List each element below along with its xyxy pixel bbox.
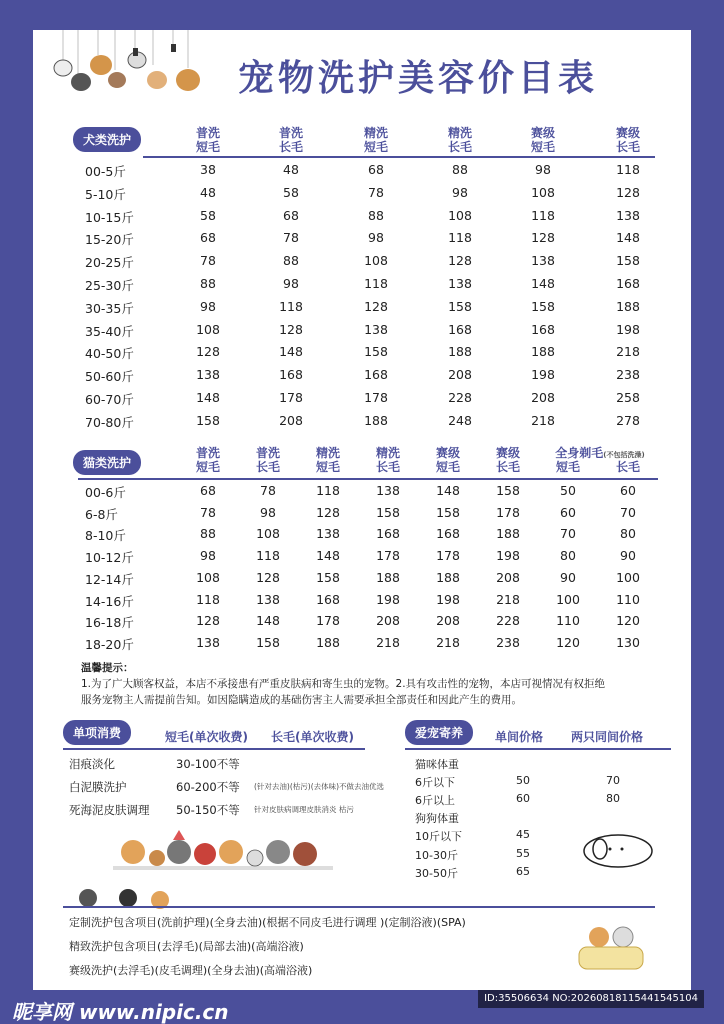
dog-price-cell: 208 xyxy=(531,390,555,405)
dog-price-cell: 58 xyxy=(283,184,299,200)
dog-price-cell: 218 xyxy=(616,344,640,360)
cat-weight-label: 18-20斤 xyxy=(85,636,134,652)
cat-price-cell: 158 xyxy=(256,634,280,650)
dog-price-cell: 118 xyxy=(531,207,555,223)
cat-price-cell: 168 xyxy=(316,591,340,607)
dog-col-header: 精洗 长毛 xyxy=(447,126,472,154)
small-dogs-illustration xyxy=(78,882,178,912)
single-col-short: 短毛(单次收费) xyxy=(165,730,248,744)
cat-price-cell: 218 xyxy=(376,634,400,650)
dog-weight-label: 25-30斤 xyxy=(85,278,134,293)
cat-price-cell: 100 xyxy=(556,591,580,607)
boarding-cat-double: 80 xyxy=(606,792,620,805)
dog-weight-label: 35-40斤 xyxy=(85,323,134,339)
cat-price-cell: 178 xyxy=(316,613,340,629)
single-item-name: 泪痕淡化 xyxy=(69,757,115,771)
boarding-rule xyxy=(405,748,671,750)
cat-col-header: 长毛 xyxy=(615,460,640,474)
dog-price-cell: 128 xyxy=(279,321,303,337)
boarding-col-double: 两只同间价格 xyxy=(571,730,644,744)
dog-price-cell: 128 xyxy=(448,253,472,269)
dog-price-cell: 188 xyxy=(364,412,388,428)
cat-shave-title: 全身剃毛(不包括洗澡) xyxy=(555,446,645,460)
dog-col-header: 普洗 短毛 xyxy=(195,126,220,154)
dog-price-cell: 198 xyxy=(616,321,640,337)
dog-weight-label: 40-50斤 xyxy=(85,346,134,362)
cat-price-cell: 198 xyxy=(376,591,400,607)
cat-price-cell: 60 xyxy=(560,504,576,520)
single-item-name: 白泥膜洗护 xyxy=(69,780,127,794)
cat-price-cell: 80 xyxy=(620,526,636,542)
cat-price-cell: 178 xyxy=(496,504,520,520)
dog-price-cell: 108 xyxy=(364,253,388,269)
hanging-dogs-illustration xyxy=(43,30,203,100)
notice-title: 温馨提示： xyxy=(81,662,134,674)
dog-price-cell: 88 xyxy=(368,207,384,223)
dog-weight-label: 50-60斤 xyxy=(85,369,134,385)
dog-price-cell: 188 xyxy=(616,298,640,314)
dog-price-cell: 78 xyxy=(200,253,216,269)
dog-price-cell: 178 xyxy=(364,390,388,405)
cat-price-cell: 148 xyxy=(436,483,460,498)
dog-price-cell: 98 xyxy=(200,298,216,314)
dog-price-cell: 148 xyxy=(531,276,555,291)
cat-price-cell: 178 xyxy=(436,548,460,564)
cat-price-cell: 110 xyxy=(556,613,580,629)
single-item-price: 50-150不等 xyxy=(176,803,240,817)
dog-price-cell: 188 xyxy=(531,344,555,360)
notice-line-1: 1.为了广大顾客权益，本店不承接患有严重皮肤病和寄生虫的宠物。2.具有攻击性的宠物，本店可视情况有权拒绝 xyxy=(81,678,606,690)
boarding-dog-single: 65 xyxy=(516,865,530,878)
cat-price-cell: 158 xyxy=(436,504,460,520)
cat-weight-label: 10-12斤 xyxy=(85,550,134,566)
cat-price-cell: 68 xyxy=(200,483,216,498)
dog-col-header: 赛级 长毛 xyxy=(615,126,640,154)
cat-price-cell: 158 xyxy=(316,569,340,585)
cat-price-cell: 238 xyxy=(496,634,520,650)
cat-weight-label: 16-18斤 xyxy=(85,615,134,631)
dog-price-cell: 218 xyxy=(531,412,555,428)
dog-weight-label: 60-70斤 xyxy=(85,392,134,407)
dog-col-header: 精洗 短毛 xyxy=(363,126,388,154)
dog-price-cell: 188 xyxy=(448,344,472,360)
cat-price-cell: 98 xyxy=(200,548,216,564)
cat-price-cell: 120 xyxy=(556,634,580,650)
cat-price-cell: 70 xyxy=(560,526,576,542)
dog-section-label: 犬类洗护 xyxy=(73,127,141,152)
cat-price-cell: 78 xyxy=(260,483,276,498)
single-item-price: 30-100不等 xyxy=(176,757,240,771)
watermark-left: 昵享网 www.nipic.cn xyxy=(12,1000,229,1024)
cat-col-header: 精洗 长毛 xyxy=(375,446,400,474)
cat-price-cell: 188 xyxy=(496,526,520,542)
cat-price-cell: 128 xyxy=(196,613,220,629)
cat-price-cell: 218 xyxy=(436,634,460,650)
cat-col-header: 短毛 xyxy=(555,460,580,474)
cat-price-cell: 208 xyxy=(376,613,400,629)
boarding-cat-single: 50 xyxy=(516,774,530,787)
cat-weight-label: 8-10斤 xyxy=(85,528,126,544)
cat-price-cell: 168 xyxy=(376,526,400,542)
dog-row-illustration xyxy=(113,830,333,875)
dog-price-cell: 128 xyxy=(364,298,388,314)
package-line: 精致洗护包含项目(去浮毛)(局部去油)(高端浴液) xyxy=(69,940,304,953)
cat-price-cell: 108 xyxy=(196,569,220,585)
dog-price-cell: 258 xyxy=(616,390,640,405)
boarding-col-single: 单间价格 xyxy=(495,730,544,744)
boarding-dog-title: 狗狗体重 xyxy=(415,812,459,825)
dog-price-cell: 98 xyxy=(535,162,551,177)
cat-price-cell: 80 xyxy=(560,548,576,564)
dog-price-cell: 108 xyxy=(196,321,220,337)
cat-price-cell: 168 xyxy=(436,526,460,542)
cat-price-cell: 90 xyxy=(560,569,576,585)
single-item-name: 死海泥皮肤调理 xyxy=(69,803,150,817)
boarding-dog-single: 45 xyxy=(516,828,530,841)
boarding-cat-title: 猫咪体重 xyxy=(415,758,459,771)
single-items-label: 单项消费 xyxy=(63,720,131,745)
dog-price-cell: 168 xyxy=(279,367,303,383)
cat-price-cell: 208 xyxy=(436,613,460,629)
cat-price-cell: 198 xyxy=(496,548,520,564)
cat-price-cell: 108 xyxy=(256,526,280,542)
dog-price-cell: 208 xyxy=(448,367,472,383)
cat-price-cell: 60 xyxy=(620,483,636,498)
cat-price-cell: 78 xyxy=(200,504,216,520)
cat-weight-label: 6-8斤 xyxy=(85,506,118,522)
cat-section-label: 猫类洗护 xyxy=(73,450,141,475)
dog-header-rule xyxy=(143,156,655,158)
cat-weight-label: 12-14斤 xyxy=(85,571,134,587)
dog-price-cell: 158 xyxy=(196,412,220,428)
cat-price-cell: 138 xyxy=(376,483,400,498)
packages-rule xyxy=(63,906,655,908)
cat-price-cell: 130 xyxy=(616,634,640,650)
cat-header-rule xyxy=(78,478,658,480)
page-title: 宠物洗护美容价目表 xyxy=(238,57,599,99)
dog-price-cell: 88 xyxy=(283,253,299,269)
dog-price-cell: 158 xyxy=(531,298,555,314)
dog-price-cell: 128 xyxy=(616,184,640,200)
cat-weight-label: 14-16斤 xyxy=(85,593,134,609)
cat-price-cell: 178 xyxy=(376,548,400,564)
single-item-note: 针对皮肤病调理皮肤消炎 枯污 xyxy=(254,805,354,814)
cat-col-header: 赛级 长毛 xyxy=(495,446,520,474)
dog-price-cell: 118 xyxy=(448,230,472,246)
dog-price-cell: 128 xyxy=(196,344,220,360)
cat-col-header: 普洗 短毛 xyxy=(195,446,220,474)
dog-price-cell: 278 xyxy=(616,412,640,428)
dog-price-cell: 38 xyxy=(200,162,216,177)
dog-price-cell: 118 xyxy=(616,162,640,177)
cat-col-header: 普洗 长毛 xyxy=(255,446,280,474)
dog-price-cell: 98 xyxy=(368,230,384,246)
dog-weight-label: 00-5斤 xyxy=(85,164,126,179)
dog-price-cell: 198 xyxy=(531,367,555,383)
dog-price-cell: 98 xyxy=(452,184,468,200)
cat-price-cell: 218 xyxy=(496,591,520,607)
cat-price-cell: 198 xyxy=(436,591,460,607)
price-sheet xyxy=(33,30,691,990)
cat-price-cell: 158 xyxy=(496,483,520,498)
single-col-long: 长毛(单次收费) xyxy=(271,730,354,744)
dog-weight-label: 30-35斤 xyxy=(85,300,134,316)
cat-price-cell: 128 xyxy=(316,504,340,520)
cat-price-cell: 110 xyxy=(616,591,640,607)
single-rule xyxy=(63,748,365,750)
dog-price-cell: 158 xyxy=(616,253,640,269)
cat-price-cell: 138 xyxy=(316,526,340,542)
dog-price-cell: 58 xyxy=(200,207,216,223)
cat-price-cell: 118 xyxy=(196,591,220,607)
boarding-dog-single: 55 xyxy=(516,846,530,860)
boarding-dog-weight: 10斤以下 xyxy=(415,830,462,843)
dog-weight-label: 10-15斤 xyxy=(85,209,134,225)
cat-price-cell: 70 xyxy=(620,504,636,520)
single-item-note: (针对去油)(枯污)(去体味)不做去油优选 xyxy=(254,782,385,791)
dog-price-cell: 168 xyxy=(364,367,388,383)
dog-price-cell: 78 xyxy=(368,184,384,200)
bath-dogs-illustration xyxy=(571,923,651,975)
cat-price-cell: 88 xyxy=(200,526,216,542)
dog-price-cell: 78 xyxy=(283,230,299,246)
dog-price-cell: 98 xyxy=(283,276,299,291)
dog-price-cell: 138 xyxy=(448,276,472,291)
dog-price-cell: 228 xyxy=(448,390,472,405)
dog-price-cell: 118 xyxy=(279,298,303,314)
cat-price-cell: 208 xyxy=(496,569,520,585)
dog-price-cell: 68 xyxy=(200,230,216,246)
dog-price-cell: 68 xyxy=(368,162,384,177)
cat-price-cell: 120 xyxy=(616,613,640,629)
cat-price-cell: 158 xyxy=(376,504,400,520)
dog-price-cell: 158 xyxy=(448,298,472,314)
cat-price-cell: 188 xyxy=(376,569,400,585)
watermark-right: ID:35506634 NO:20260818115441545104 xyxy=(478,990,704,1008)
cat-price-cell: 148 xyxy=(256,613,280,629)
cat-price-cell: 148 xyxy=(316,548,340,564)
cat-price-cell: 188 xyxy=(436,569,460,585)
dog-weight-label: 5-10斤 xyxy=(85,186,126,202)
cat-price-cell: 118 xyxy=(256,548,280,564)
boarding-dog-weight: 30-50斤 xyxy=(415,867,458,880)
package-line: 赛级洗护(去浮毛)(皮毛调理)(全身去油)(高端浴液) xyxy=(69,964,313,977)
cat-price-cell: 138 xyxy=(256,591,280,607)
dog-price-cell: 118 xyxy=(364,276,388,291)
dog-price-cell: 88 xyxy=(200,276,216,291)
dog-price-cell: 68 xyxy=(283,207,299,223)
package-line: 定制洗护包含项目(洗前护理)(全身去油)(根据不同皮毛进行调理 )(定制浴液)(SPA) xyxy=(69,916,466,929)
single-item-price: 60-200不等 xyxy=(176,780,240,794)
sleeping-dog-illustration xyxy=(578,825,656,870)
dog-price-cell: 148 xyxy=(196,390,220,405)
dog-weight-label: 15-20斤 xyxy=(85,232,134,248)
dog-price-cell: 168 xyxy=(616,276,640,291)
cat-price-cell: 100 xyxy=(616,569,640,585)
dog-price-cell: 138 xyxy=(364,321,388,337)
cat-col-header: 精洗 短毛 xyxy=(315,446,340,474)
cat-weight-label: 00-6斤 xyxy=(85,485,126,500)
cat-price-cell: 90 xyxy=(620,548,636,564)
dog-col-header: 普洗 长毛 xyxy=(278,126,303,154)
boarding-cat-weight: 6斤以上 xyxy=(415,794,455,807)
dog-price-cell: 48 xyxy=(200,184,216,200)
dog-price-cell: 138 xyxy=(531,253,555,269)
dog-price-cell: 88 xyxy=(452,162,468,177)
notice-line-2: 服务宠物主人需提前告知。如因隐瞒造成的基础伤害主人需要承担全部责任和因此产生的费用。 xyxy=(81,694,522,706)
cat-price-cell: 98 xyxy=(260,504,276,520)
dog-price-cell: 148 xyxy=(279,344,303,360)
dog-price-cell: 158 xyxy=(364,344,388,360)
dog-price-cell: 168 xyxy=(531,321,555,337)
cat-price-cell: 188 xyxy=(316,634,340,650)
dog-price-cell: 138 xyxy=(196,367,220,383)
dog-price-cell: 238 xyxy=(616,367,640,383)
boarding-cat-weight: 6斤以下 xyxy=(415,776,455,789)
dog-price-cell: 48 xyxy=(283,162,299,177)
boarding-dog-weight: 10-30斤 xyxy=(415,848,458,862)
dog-col-header: 赛级 短毛 xyxy=(530,126,555,154)
cat-price-cell: 128 xyxy=(256,569,280,585)
cat-price-cell: 228 xyxy=(496,613,520,629)
boarding-cat-single: 60 xyxy=(516,792,530,805)
cat-price-cell: 118 xyxy=(316,483,340,498)
dog-price-cell: 178 xyxy=(279,390,303,405)
dog-weight-label: 70-80斤 xyxy=(85,414,134,430)
dog-price-cell: 248 xyxy=(448,412,472,428)
dog-price-cell: 148 xyxy=(616,230,640,246)
boarding-label: 爱宠寄养 xyxy=(405,720,473,745)
dog-price-cell: 108 xyxy=(448,207,472,223)
boarding-cat-double: 70 xyxy=(606,774,620,787)
dog-price-cell: 168 xyxy=(448,321,472,337)
dog-price-cell: 128 xyxy=(531,230,555,246)
dog-price-cell: 138 xyxy=(616,207,640,223)
cat-col-header: 赛级 短毛 xyxy=(435,446,460,474)
dog-price-cell: 208 xyxy=(279,412,303,428)
cat-price-cell: 50 xyxy=(560,483,576,498)
dog-weight-label: 20-25斤 xyxy=(85,255,134,271)
cat-price-cell: 138 xyxy=(196,634,220,650)
dog-price-cell: 108 xyxy=(531,184,555,200)
